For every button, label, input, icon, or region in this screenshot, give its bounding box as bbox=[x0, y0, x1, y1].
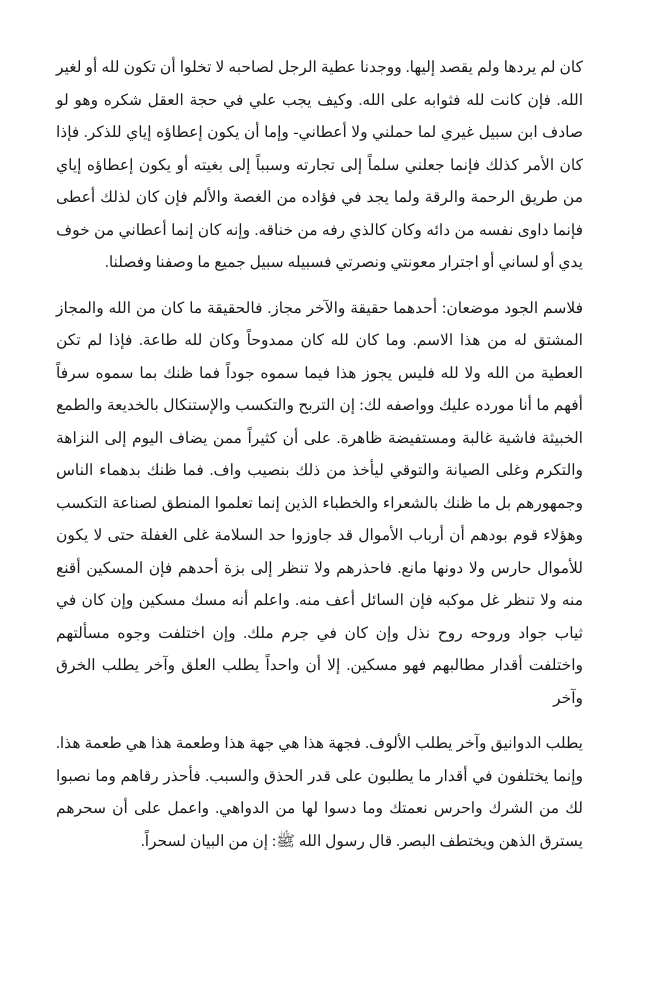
paragraph-2: فلاسم الجود موضعان: أحدهما حقيقة والآخر مجاز. فالحقيقة ما كان من الله والمجاز المشتق له من هذا الاسم. وما كان لله كان ممدوحاً وكان لله طاعة. فإذا لم تكن العطية من الله ولا لله فليس يجوز هذا فيما سموه جوداً فما ظنك بما سموه سرفاً أفهم ما أنا مورده عليك وواصفه لك: إن التربح والتكسب والإستنكال بالخديعة والطمع الخبيثة فاشية غالبة ومستفيضة ظاهرة. على أن كثيراً ممن يضاف اليوم إلى النزاهة والتكرم وغلى الصيانة والتوقي ليأخذ من ذلك بنصيب واف. فما ظنك بدهماء الناس وجمهورهم بل ما ظنك بالشعراء والخطباء الذين إنما تعلموا المنطق لصناعة التكسب وهؤلاء قوم بودهم أن أرباب الأموال قد جاوزوا حد السلامة غلى الغفلة حتى لا يكون للأموال حارس ولا دونها مانع. فاحذرهم ولا تنظر إلى بزة أحدهم فإن المسكين أقنع منه ولا تنظر غل موكبه فإن السائل أعف منه. واعلم أنه مسك مسكين وإن كان في ثياب جواد وروحه روح نذل وإن كان في جرم ملك. وإن اختلفت وجوه مسألتهم واختلفت أقدار مطالبهم فهو مسكين. إلا أن واحداً يطلب العلق وآخر يطلب الخرق وآخر bbox=[56, 299, 583, 707]
paragraph-3: يطلب الدوانيق وآخر يطلب الألوف. فجهة هذا هي جهة هذا وطعمة هذا هي طعمة هذا. وإنما يختلفون في أقدار ما يطلبون على قدر الحذق والسبب. فأحذر رقاهم وما نصبوا لك من الشرك واحرس نعمتك وما دسوا لها من الدواهي. واعمل على أن سحرهم يسترق الذهن ويختطف البصر. قال رسول الله ﷺ: إن من البيان لسحراً. bbox=[56, 735, 583, 850]
paragraph-1: كان لم يردها ولم يقصد إليها. ووجدنا عطية الرجل لصاحبه لا تخلوا أن تكون لله أو لغير الله. فإن كانت لله فثوابه على الله. وكيف يجب علي في حجة العقل شكره وهو لو صادف ابن سبيل غيري لما حملني ولا أعطاني- وإما أن يكون إعطاؤه إياي للذكر. فإذا كان الأمر كذلك فإنما جعلني سلماً إلى تجارته وسبباً إلى بغيته أو يكون إعطاؤه إياي من طريق الرحمة والرقة ولما يجد في فؤاده من الغصة والألم فإن كان لذلك أعطى فإنما داوى نفسه من دائه وكان كالذي رفه من خناقه. وإنه كان إنما أعطاني من خوف يدي أو لساني أو اجترار معونتي ونصرتي فسبيله سبيل جميع ما وصفنا وفصلنا. bbox=[56, 59, 583, 271]
